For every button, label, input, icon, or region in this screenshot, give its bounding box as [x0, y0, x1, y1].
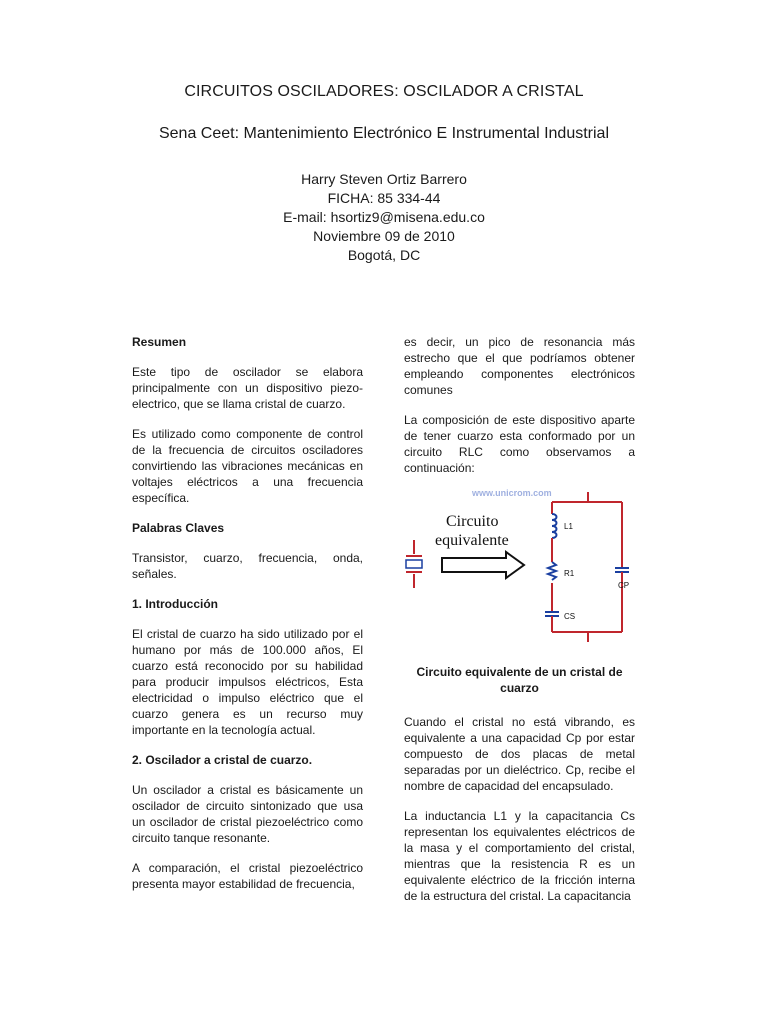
- ficha: FICHA: 85 334-44: [327, 190, 441, 206]
- crystal-icon: [406, 540, 422, 588]
- figure-label-line2: equivalente: [435, 532, 509, 549]
- arrow-right-icon: [442, 552, 524, 578]
- right-column: [404, 334, 635, 904]
- label-r1: R1: [564, 569, 575, 578]
- section2-paragraph-2: A comparación, el cristal piezoeléctrico presenta mayor estabilidad de frecuencia,: [132, 861, 363, 891]
- label-l1: L1: [564, 522, 573, 531]
- right-paragraph-1: es decir, un pico de resonancia más estrecho que el que podríamos obtener empleando componentes electrónicos comunes: [404, 335, 635, 397]
- left-column: [132, 334, 363, 892]
- resumen-paragraph-2: Es utilizado como componente de control de la frecuencia de circuitos osciladores convirtiendo las vibraciones mecánicas en voltajes eléctricos a una frecuencia específica.: [132, 427, 363, 505]
- paper-subtitle: Sena Ceet: Mantenimiento Electrónico E Instrumental Industrial: [158, 125, 609, 142]
- paper-date: Noviembre 09 de 2010: [313, 228, 455, 244]
- label-cp: CP: [618, 581, 630, 590]
- resumen-heading: Resumen: [132, 335, 187, 349]
- equivalent-circuit-figure: [394, 488, 634, 658]
- paper-place: Bogotá, DC: [347, 247, 421, 263]
- paper-title: CIRCUITOS OSCILADORES: OSCILADOR A CRISTAL: [184, 83, 584, 100]
- section2-paragraph-1: Un oscilador a cristal es básicamente un oscilador de circuito sintonizado que usa un oscilador de cristal piezoeléctrico como circuito tanque resonante.: [132, 783, 363, 845]
- figure-label-line1: Circuito: [446, 513, 499, 530]
- label-cs: CS: [564, 612, 576, 621]
- keywords-text: Transistor, cuarzo, frecuencia, onda, señales.: [132, 551, 363, 581]
- author-block: [0, 170, 768, 265]
- keywords-heading: Palabras Claves: [132, 521, 225, 535]
- resumen-paragraph-1: Este tipo de oscilador se elabora principalmente con un dispositivo piezo-electrico, que se llama cristal de cuarzo.: [132, 365, 363, 411]
- intro-paragraph: El cristal de cuarzo ha sido utilizado por el humano por más de 100.000 años, El cuarzo está reconocido por su habilidad para producir impulsos eléctricos, Esta electricidad o impulso eléctrico que el cuarzo genera es un recurso muy importante en la tecnología actual.: [132, 627, 363, 737]
- intro-heading: 1. Introducción: [132, 597, 219, 611]
- rlc-circuit: [545, 492, 629, 642]
- right-paragraph-4: La inductancia L1 y la capacitancia Cs representan los equivalentes eléctricos de la masa y el comportamiento del cristal, mientras que la resistencia R es un equivalente eléctrico de la fricción interna de la estructura del cristal. La capacitancia: [404, 809, 635, 903]
- author-name: Harry Steven Ortiz Barrero: [301, 171, 467, 187]
- figure-caption: Circuito equivalente de un cristal de cuarzo: [416, 665, 623, 695]
- circuit-diagram: [394, 488, 634, 658]
- watermark-text: www.unicrom.com: [472, 488, 552, 498]
- right-paragraph-3: Cuando el cristal no está vibrando, es equivalente a una capacidad Cp por estar compuesto de dos placas de metal separadas por un dieléctrico. Cp, recibe el nombre de capacidad del encapsulado.: [404, 715, 635, 793]
- right-paragraph-2: La composición de este dispositivo aparte de tener cuarzo esta conformado por un circuito RLC como observamos a continuación:: [404, 413, 635, 475]
- section2-heading: 2. Oscilador a cristal de cuarzo.: [132, 753, 313, 767]
- author-email: E-mail: hsortiz9@misena.edu.co: [283, 209, 485, 225]
